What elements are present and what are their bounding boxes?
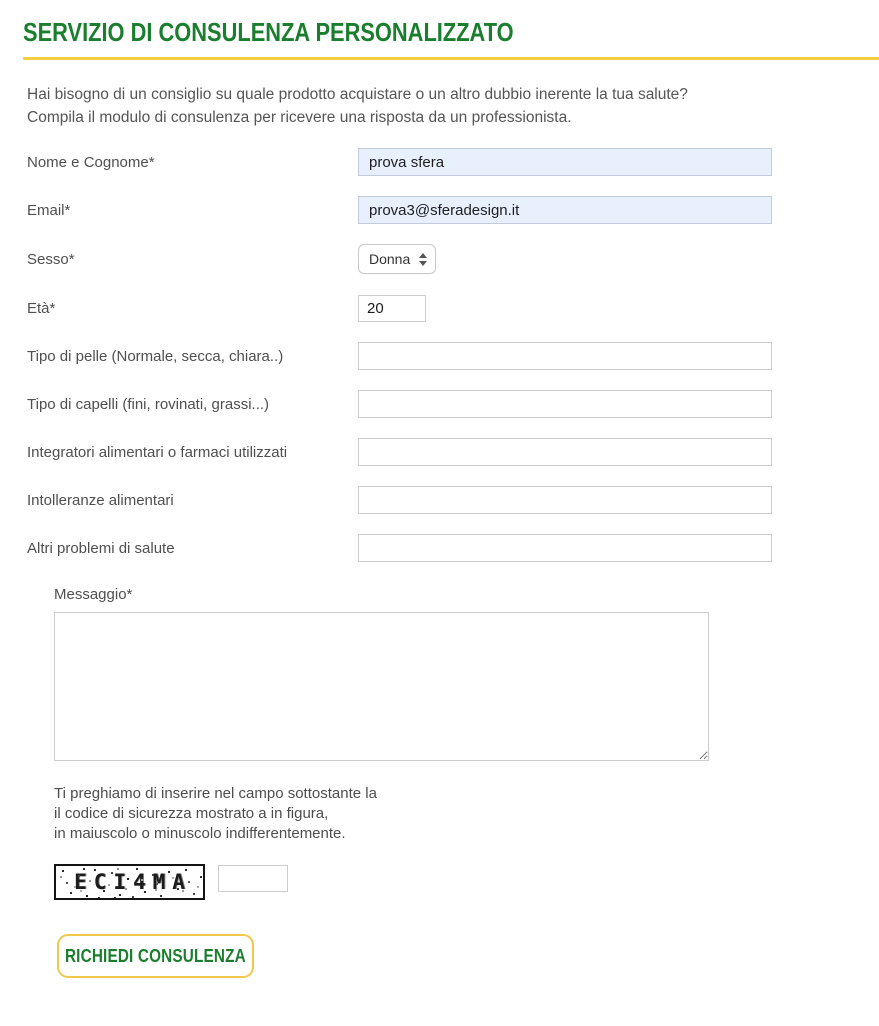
form-row-tipo-pelle (27, 342, 879, 370)
sesso-selected-value: Donna (369, 251, 411, 268)
form-row-nome (27, 148, 879, 176)
captcha-input[interactable] (218, 865, 288, 892)
nome-cognome-input[interactable] (358, 148, 772, 176)
title-underline-rule (23, 57, 879, 60)
sesso-label: Sesso* (27, 250, 75, 268)
form-row-intolleranze (27, 486, 879, 514)
captcha-instruction-line-1: Ti preghiamo di inserire nel campo sottostante la (54, 785, 377, 803)
form-row-altri-problemi (27, 534, 879, 562)
page-title (23, 19, 879, 46)
intro-line-1: Hai bisogno di un consiglio su quale prodotto acquistare o un altro dubbio inerente la tua salute? (27, 86, 688, 104)
captcha-instruction-line-2: il codice di sicurezza mostrato a in figura, (54, 805, 329, 823)
tipo-capelli-label: Tipo di capelli (fini, rovinati, grassi...) (27, 395, 270, 413)
captcha-row (54, 864, 879, 900)
form-row-eta (27, 294, 879, 322)
eta-label: Età* (27, 299, 56, 317)
eta-input[interactable] (358, 295, 426, 322)
richiedi-consulenza-button[interactable] (57, 934, 254, 978)
form-row-integratori (27, 438, 879, 466)
sesso-select[interactable] (358, 244, 436, 274)
altri-problemi-input[interactable] (358, 534, 772, 562)
altri-problemi-label: Altri problemi di salute (27, 539, 175, 557)
form-row-tipo-capelli (27, 390, 879, 418)
tipo-capelli-input[interactable] (358, 390, 772, 418)
tipo-pelle-label: Tipo di pelle (Normale, secca, chiara..) (27, 347, 284, 365)
email-label: Email* (27, 201, 71, 219)
integratori-label: Integratori alimentari o farmaci utilizzati (27, 443, 288, 461)
form-row-sesso (27, 244, 879, 274)
form-row-email (27, 196, 879, 224)
captcha-instruction-line-3: in maiuscolo o minuscolo indifferentemente. (54, 825, 346, 843)
captcha-instructions (54, 784, 879, 844)
captcha-noise-specks (56, 866, 58, 868)
messaggio-textarea[interactable] (54, 612, 709, 761)
tipo-pelle-input[interactable] (358, 342, 772, 370)
page-title-text: SERVIZIO DI CONSULENZA PERSONALIZZATO (23, 17, 514, 47)
captcha-image (54, 864, 205, 900)
integratori-input[interactable] (358, 438, 772, 466)
nome-cognome-label: Nome e Cognome* (27, 153, 155, 171)
captcha-code-text: ECI4MA (74, 870, 192, 895)
intolleranze-label: Intolleranze alimentari (27, 491, 174, 509)
intro-text (27, 83, 879, 129)
intro-line-2: Compila il modulo di consulenza per ricevere una risposta da un professionista. (27, 109, 572, 127)
intolleranze-input[interactable] (358, 486, 772, 514)
consultation-form-page (0, 19, 879, 1026)
select-stepper-icon (419, 253, 427, 266)
email-input[interactable] (358, 196, 772, 224)
consultation-form (27, 148, 879, 978)
richiedi-consulenza-button-label: RICHIEDI CONSULENZA (65, 945, 246, 966)
messaggio-label: Messaggio* (54, 586, 133, 604)
